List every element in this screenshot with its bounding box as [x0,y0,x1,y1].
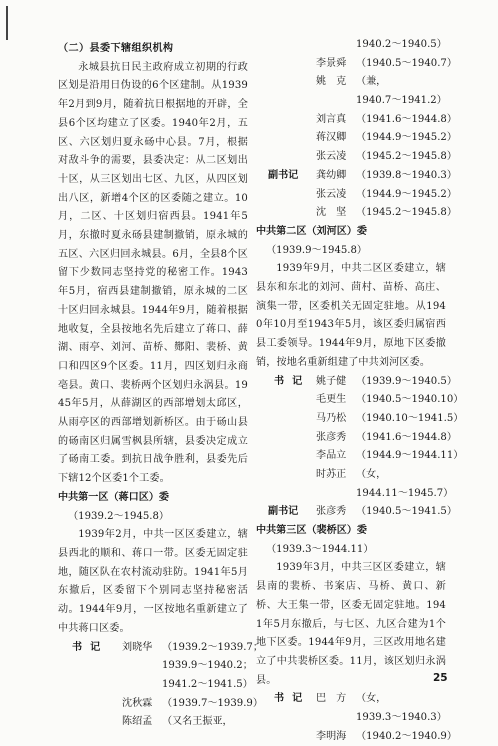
personnel-list-3 [256,690,457,746]
subsection-date-1: （1939.2～1945.8） [68,510,170,522]
personnel-entry: 副书记 张彦秀 （1940.5～1941.5） [268,506,457,518]
subsection-date-3: （1939.3～1944.11） [266,543,374,555]
personnel-entry: 书记 姚子健 （1939.9～1940.5） [274,375,457,387]
section-title: （二）县委下辖组织机构 [58,43,174,54]
personnel-entry: 副书记 龚幼卿 （1939.8～1940.3） [268,169,457,181]
subsection-body-2: 1939年9月，中共二区区委建立，辖县东和东北的刘河、茴村、苗桥、高庄、演集一带，区委机关无固定驻地。从1940年10月至1943年5月，该区委归属宿西县工委领导。1944年9月，原地下区委撤销，按地名重新组建了中共刘河区委。 [256,263,446,368]
personnel-list-2 [256,373,464,523]
personnel-entry: 刘言真 （1941.6～1944.8） [316,113,457,125]
personnel-entry: 书记 巴 方 （女， [274,693,387,705]
subsection-title-3: 中共第三区（裴桥区）委 [256,525,368,536]
page-number: 25 [433,672,448,684]
personnel-entry: 书记 刘晓华 （1939.2～1939.7； [72,641,263,653]
personnel-entry: 1939.9～1940.2； [162,660,253,672]
personnel-entry: 蒋汉卿 （1944.9～1945.2） [316,132,457,144]
subsection-title-1: 中共第一区（蒋口区）委 [58,491,170,503]
personnel-entry: 张彦秀 （1941.6～1944.8） [316,431,457,443]
personnel-entry: 1939.3～1940.3） [356,712,447,724]
personnel-entry: 1944.11～1945.7） [356,487,454,499]
personnel-entry: 时苏正 （女， [316,468,387,480]
right-column [256,36,464,746]
personnel-entry: 1941.2～1941.5） [162,678,253,690]
subsection-date-2: （1939.9～1945.8） [266,244,368,256]
personnel-entry: 毛更生 （1940.5～1940.10） [316,394,464,406]
personnel-entry: 马乃松 （1940.10～1941.5） [316,412,464,424]
personnel-entry: 李景舜 （1940.5～1940.7） [316,57,457,69]
intro-paragraph: 永城县抗日民主政府成立初期的行政区划是沿用日伪设的6个区建制。从1939年2月到9月，随着抗日根据地的开辟，全县6个区均建立了区委。1940年2月，五区、六区划归夏永砀中心县。7月，根据对敌斗争的需要，县委决定：从二区划出十区，从三区划出七区、九区，从四区划出八区，新增4个区的区委随之建立。10月，二区、十区划归宿西县。1941年5月，东撤时夏永砀县建制撤销，原永城的五区、六区归回永城县。6月，全县8个区留下少数同志坚持党的秘密工作。1943年5月，宿西县建制撤销，原永城的二区十区归回永城县。1944年9月，随着根据地收复，全县按地名先后建立了蒋口、薛湖、雨亭、刘河、苗桥、酂阳、裴桥、黄口和四区9个区委。11月，四区划归永商亳县。黄口、裴桥两个区划归永涡县。1945年5月，从薛湖区的西部增划太邱区，从雨亭区的西部增划新桥区。由于砀山县的砀南区归属雪枫县所辖，县委决定成立了砀南工委。到抗日战争胜利，县委先后下辖12个区委1个工委。 [58,61,248,485]
margin-mark [6,6,8,40]
subsection-body-3: 1939年3月，中共三区区委建立，辖县南的裴桥、书案店、马桥、黄口、新桥、大王集一带，区委无固定驻地。1941年5月东撤后，与七区、九区合建为1个地下区委。1944年9月，三区改用地名建立了中共裴桥区委。11月，该区划归永涡县。 [256,562,446,686]
personnel-list-1 [58,639,263,732]
personnel-entry: 1940.2～1940.5） [356,39,447,50]
left-column [58,40,263,732]
personnel-entry: 李明海 （1940.2～1940.9） [316,730,457,742]
personnel-entry: 沈秋霖 （1939.7～1939.9） [122,697,263,709]
personnel-entry: 李品立 （1944.9～1944.11） [316,450,464,462]
personnel-entry: 张云凌 （1944.9～1945.2） [316,188,457,200]
personnel-list-cont [256,36,457,223]
personnel-entry: 陈绍孟 （又名王振亚， [122,716,233,728]
personnel-entry: 1940.7～1941.2） [356,95,447,107]
subsection-body-1: 1939年2月，中共一区区委建立，辖县西北的顺和、蒋口一带。区委无固定驻地，随区队在农村流动驻防。1941年5月东撤后，区委留下个别同志坚持秘密活动。1944年9月，一区按地名重新建立了中共蒋口区委。 [58,529,248,634]
personnel-entry: 张云凌 （1945.2～1945.8） [316,151,457,163]
personnel-entry: 姚 克 （兼， [316,76,387,88]
subsection-title-2: 中共第二区（刘河区）委 [256,225,368,237]
personnel-entry: 沈 坚 （1945.2～1945.8） [316,207,457,219]
